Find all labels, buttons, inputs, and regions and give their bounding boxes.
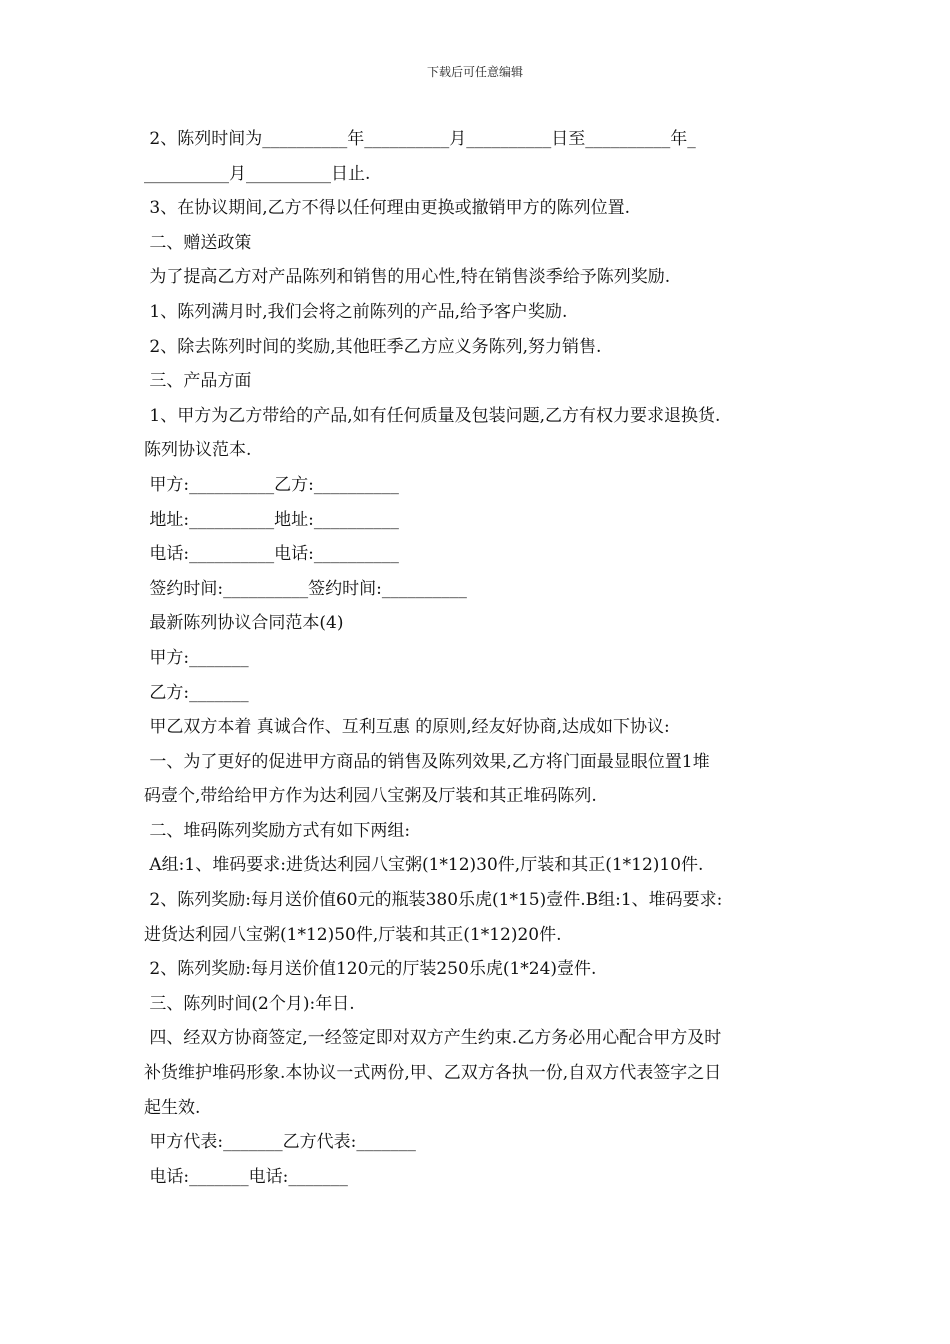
text-line: 三、陈列时间(2个月):年日. (144, 993, 355, 1014)
text-line: 1、甲方为乙方带给的产品,如有任何质量及包装问题,乙方有权力要求退换货. (144, 405, 721, 426)
text-line: 2、陈列奖励:每月送价值60元的瓶装380乐虎(1*15)壹件.B组:1、堆码要求: (144, 890, 723, 911)
text-line: 2、除去陈列时间的奖励,其他旺季乙方应义务陈列,努力销售. (144, 336, 602, 357)
text-line: 甲乙双方本着 真诚合作、互利互惠 的原则,经友好协商,达成如下协议: (144, 717, 670, 738)
text-line: 一、为了更好的促进甲方商品的销售及陈列效果,乙方将门面最显眼位置1堆 (144, 751, 710, 772)
signature-line: 电话:_______电话:_______ (144, 1166, 348, 1187)
section-heading: 二、堆码陈列奖励方式有如下两组: (144, 820, 411, 841)
text-line: A组:1、堆码要求:进货达利园八宝粥(1*12)30件,厅装和其正(1*12)10件. (144, 855, 704, 876)
signature-line: 甲方代表:_______乙方代表:_______ (144, 1132, 416, 1153)
text-line: 3、在协议期间,乙方不得以任何理由更换或撤销甲方的陈列位置. (144, 198, 631, 219)
form-line: 乙方:_______ (144, 682, 249, 703)
form-line: 签约时间:__________签约时间:__________ (144, 578, 467, 599)
text-line: 2、陈列奖励:每月送价值120元的厅装250乐虎(1*24)壹件. (144, 959, 597, 980)
section-heading: 二、赠送政策 (144, 232, 252, 253)
text-line: 1、陈列满月时,我们会将之前陈列的产品,给予客户奖励. (144, 301, 568, 322)
text-line: 四、经双方协商签定,一经签定即对双方产生约束.乙方务必用心配合甲方及时 (144, 1028, 722, 1049)
form-line: 电话:__________电话:__________ (144, 544, 399, 565)
form-line: 甲方:__________乙方:__________ (144, 474, 399, 495)
text-line: 陈列协议范本. (144, 440, 252, 461)
text-line: __________月__________日止. (144, 163, 371, 184)
section-heading: 三、产品方面 (144, 371, 252, 392)
text-line: 起生效. (144, 1097, 201, 1118)
text-line: 为了提高乙方对产品陈列和销售的用心性,特在销售淡季给予陈列奖励. (144, 267, 671, 288)
text-line: 进货达利园八宝粥(1*12)50件,厅装和其正(1*12)20件. (144, 924, 562, 945)
text-line: 补货维护堆码形象.本协议一式两份,甲、乙双方各执一份,自双方代表签字之日 (144, 1063, 722, 1084)
section-heading: 最新陈列协议合同范本(4) (144, 613, 344, 634)
text-line: 2、陈列时间为__________年__________月__________日至__________年_ (144, 129, 696, 149)
text-line: 码壹个,带给给甲方作为达利园八宝粥及厅装和其正堆码陈列. (144, 786, 597, 807)
page-header-note: 下载后可任意编辑 (426, 65, 523, 79)
form-line: 甲方:_______ (144, 647, 249, 668)
form-line: 地址:__________地址:__________ (144, 509, 399, 530)
document-body (144, 122, 814, 1194)
